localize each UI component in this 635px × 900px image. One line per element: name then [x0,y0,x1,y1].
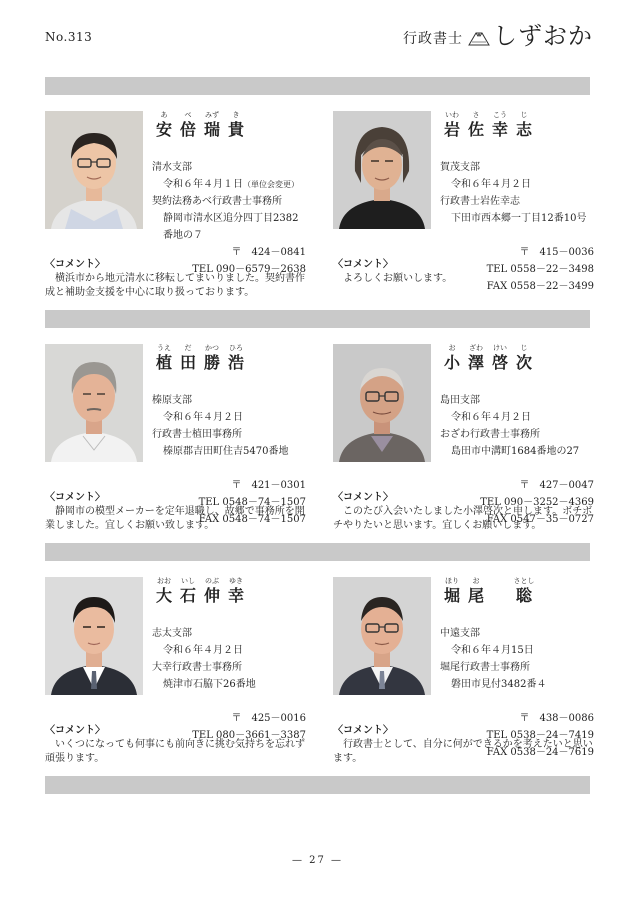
section-divider [45,543,590,561]
brand-script: しずおか [493,22,593,50]
mount-fuji-icon [468,30,490,46]
address-line: 磐田市見付3482番４ [451,679,547,690]
page-number: — 27 — [291,855,344,866]
office-name: 大幸行政書士事務所 [152,662,242,673]
comment-label: 〈コメント〉 [333,259,393,270]
section-divider [45,77,590,95]
postal-code: 〒 427－0047 [519,480,594,491]
member-name: 小 澤 啓 次 [443,353,532,372]
member-name: 植 田 勝 浩 [155,353,244,372]
furigana: あ べ みず き [160,111,240,119]
member-photo [333,577,431,695]
postal-code: 〒 415－0036 [519,247,594,258]
member-photo [333,111,431,229]
section-divider [45,310,590,328]
tel-number: TEL 080－3661－3387 [192,730,306,741]
registration-date: 令和６年４月２日 [163,645,243,656]
registration-date: 令和６年４月２日 [451,412,531,423]
branch: 中遠支部 [440,628,480,639]
comment-text: 行政書士として、自分に何ができるかを考えたいと思います。 [333,739,593,764]
furigana: うえ だ かつ ひろ [157,344,243,352]
registration-date: 令和６年４月２日 [451,179,531,190]
member-name: 堀 尾 聡 [443,586,532,605]
member-name: 岩 佐 幸 志 [443,120,532,139]
portrait-man-glasses-suit [333,577,431,695]
furigana: おお いし のぶ ゆき [157,577,243,585]
postal-code: 〒 425－0016 [231,713,306,724]
portrait-man-long-hair [333,111,431,229]
office-name: 堀尾行政書士事務所 [440,662,530,673]
fax-number: FAX 0558－22－3499 [486,281,594,292]
section-divider [45,776,590,794]
portrait-elder-man-glasses [333,344,431,462]
address-line: 静岡市清水区追分四丁目2382 [163,213,299,224]
registration-date: 令和６年４月１日（単位会変更） [163,179,299,190]
comment-text: 静岡市の模型メーカーを定年退職し、故郷で事務所を開業しました。宜しくお願い致します。 [45,506,305,531]
branch: 志太支部 [152,628,192,639]
comment-text: 横浜市から地元清水に移転してまいりました。契約書作成と補助金支援を中心に取り扱っております。 [45,273,305,298]
member-name: 大 石 伸 幸 [155,586,244,605]
member-photo [333,344,431,462]
office-name: 行政書士岩佐幸志 [440,196,520,207]
registration-date: 令和６年４月２日 [163,412,243,423]
portrait-older-man [45,344,143,462]
address-line: 島田市中溝町1684番地の27 [451,446,580,457]
tel-number: TEL 0558－22－3498 [486,264,594,275]
comment-text: よろしくお願いします。 [343,273,453,284]
comment-label: 〈コメント〉 [45,725,105,736]
office-name: 契約法務あべ行政書士事務所 [152,196,282,207]
portrait-young-man-suit [45,577,143,695]
branch: 榛原支部 [152,395,192,406]
address-line: 榛原郡吉田町住吉5470番地 [163,446,289,457]
postal-code: 〒 421－0301 [231,480,306,491]
office-name: 行政書士植田事務所 [152,429,242,440]
date-note: （単位会変更） [243,180,299,189]
postal-code: 〒 438－0086 [519,713,594,724]
address-line: 下田市西本郷一丁目12番10号 [451,213,587,224]
member-photo [45,577,143,695]
member-name: 安 倍 瑞 貴 [155,120,244,139]
fax-number: FAX 0547－35－0727 [486,514,594,525]
member-photo [45,344,143,462]
office-name: おざわ行政書士事務所 [440,429,540,440]
branch: 島田支部 [440,395,480,406]
registration-date: 令和６年４月15日 [451,645,534,656]
tel-number: TEL 0548－74－1507 [198,497,306,508]
address-line: 焼津市石脇下26番地 [163,679,256,690]
furigana: ほり お さとし [445,577,535,585]
comment-label: 〈コメント〉 [45,259,105,270]
comment-label: 〈コメント〉 [45,492,105,503]
publication-logo [403,24,593,48]
comment-text: いくつになっても何事にも前向きに挑む気持ちを忘れず頑張ります。 [45,739,305,764]
comment-label: 〈コメント〉 [333,492,393,503]
portrait-young-man-glasses [45,111,143,229]
postal-code: 〒 424－0841 [231,247,306,258]
branch: 賀茂支部 [440,162,480,173]
org-name: 行政書士 [403,31,463,47]
address-line: 番地の７ [163,230,203,241]
tel-number: TEL 090－6579－2638 [192,264,306,275]
issue-number: No.313 [45,30,93,44]
member-photo [45,111,143,229]
comment-label: 〈コメント〉 [333,725,393,736]
comment-text: このたび入会いたしました小澤啓次と申します。ボチボチやりたいと思います。宜しくお願いします。 [333,506,593,531]
furigana: いわ さ こう じ [445,111,528,119]
fax-number: FAX 0538－24－7619 [486,747,594,758]
tel-number: TEL 0538－24－7419 [486,730,594,741]
tel-number: TEL 090－3252－4369 [480,497,594,508]
fax-number: FAX 0548－74－1507 [198,514,306,525]
branch: 清水支部 [152,162,192,173]
furigana: お ざわ けい じ [448,344,528,352]
